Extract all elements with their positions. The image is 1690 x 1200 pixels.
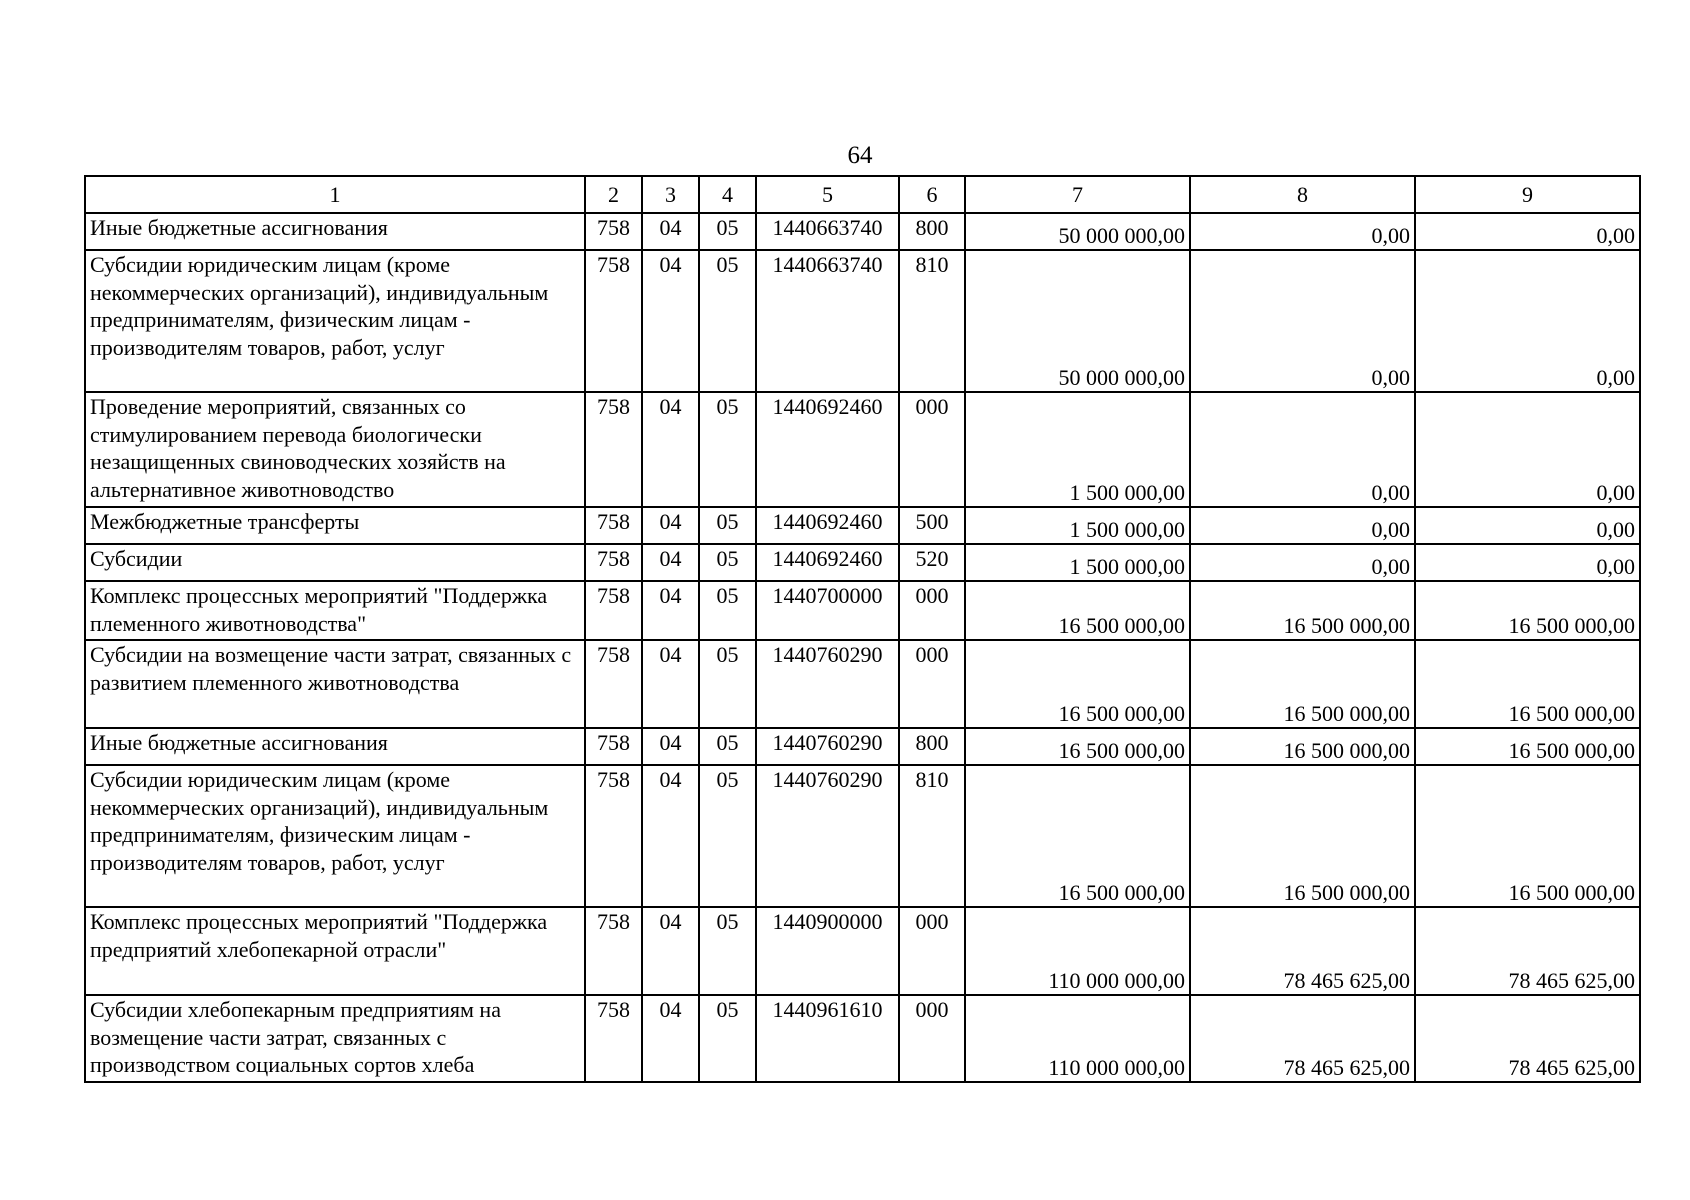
table-row	[85, 392, 1640, 507]
amount-cell: 78 465 625,00	[1190, 995, 1415, 1082]
amount-cell: 0,00	[1415, 392, 1640, 507]
row-name: Субсидии на возмещение части затрат, связанных с развитием племенного животноводства	[85, 640, 585, 728]
column-header: 4	[699, 176, 756, 213]
table-row	[85, 995, 1640, 1082]
amount-cell: 16 500 000,00	[1190, 728, 1415, 765]
code-cell: 05	[699, 995, 756, 1082]
code-cell: 800	[899, 213, 965, 250]
code-cell: 758	[585, 213, 642, 250]
amount-cell: 16 500 000,00	[1190, 581, 1415, 640]
amount-cell: 0,00	[1190, 507, 1415, 544]
amount-cell: 50 000 000,00	[965, 213, 1190, 250]
amount-cell: 16 500 000,00	[965, 581, 1190, 640]
table-row	[85, 640, 1640, 728]
table-row	[85, 728, 1640, 765]
code-cell: 1440692460	[756, 507, 899, 544]
row-name: Субсидии юридическим лицам (кроме некоммерческих организаций), индивидуальным предпринимателям, физическим лицам - производителям товаров, работ, услуг	[85, 765, 585, 907]
amount-cell: 16 500 000,00	[965, 765, 1190, 907]
column-header: 2	[585, 176, 642, 213]
code-cell: 000	[899, 581, 965, 640]
row-name: Субсидии юридическим лицам (кроме некоммерческих организаций), индивидуальным предпринимателям, физическим лицам - производителям товаров, работ, услуг	[85, 250, 585, 392]
column-header: 6	[899, 176, 965, 213]
code-cell: 758	[585, 250, 642, 392]
code-cell: 04	[642, 728, 699, 765]
code-cell: 05	[699, 581, 756, 640]
row-name: Иные бюджетные ассигнования	[85, 728, 585, 765]
code-cell: 05	[699, 907, 756, 995]
code-cell: 000	[899, 392, 965, 507]
code-cell: 810	[899, 765, 965, 907]
amount-cell: 0,00	[1415, 507, 1640, 544]
code-cell: 05	[699, 544, 756, 581]
code-cell: 758	[585, 581, 642, 640]
code-cell: 04	[642, 765, 699, 907]
code-cell: 758	[585, 728, 642, 765]
code-cell: 1440700000	[756, 581, 899, 640]
page-number: 64	[847, 142, 873, 169]
table-row	[85, 581, 1640, 640]
code-cell: 04	[642, 250, 699, 392]
code-cell: 1440961610	[756, 995, 899, 1082]
amount-cell: 16 500 000,00	[1190, 765, 1415, 907]
amount-cell: 78 465 625,00	[1415, 995, 1640, 1082]
amount-cell: 16 500 000,00	[1415, 728, 1640, 765]
code-cell: 05	[699, 640, 756, 728]
code-cell: 1440760290	[756, 728, 899, 765]
column-header: 1	[85, 176, 585, 213]
code-cell: 1440663740	[756, 250, 899, 392]
code-cell: 04	[642, 640, 699, 728]
row-name: Межбюджетные трансферты	[85, 507, 585, 544]
code-cell: 758	[585, 392, 642, 507]
column-header: 5	[756, 176, 899, 213]
code-cell: 05	[699, 728, 756, 765]
amount-cell: 110 000 000,00	[965, 995, 1190, 1082]
table-row	[85, 765, 1640, 907]
amount-cell: 0,00	[1415, 213, 1640, 250]
amount-cell: 50 000 000,00	[965, 250, 1190, 392]
amount-cell: 78 465 625,00	[1415, 907, 1640, 995]
code-cell: 758	[585, 907, 642, 995]
amount-cell: 1 500 000,00	[965, 507, 1190, 544]
code-cell: 04	[642, 507, 699, 544]
code-cell: 810	[899, 250, 965, 392]
column-header: 3	[642, 176, 699, 213]
code-cell: 758	[585, 995, 642, 1082]
amount-cell: 0,00	[1415, 544, 1640, 581]
amount-cell: 0,00	[1190, 392, 1415, 507]
amount-cell: 16 500 000,00	[1190, 640, 1415, 728]
row-name: Субсидии	[85, 544, 585, 581]
table-row	[85, 507, 1640, 544]
code-cell: 758	[585, 507, 642, 544]
amount-cell: 1 500 000,00	[965, 544, 1190, 581]
code-cell: 000	[899, 640, 965, 728]
code-cell: 1440760290	[756, 765, 899, 907]
amount-cell: 0,00	[1190, 544, 1415, 581]
code-cell: 04	[642, 392, 699, 507]
code-cell: 758	[585, 765, 642, 907]
amount-cell: 16 500 000,00	[1415, 640, 1640, 728]
amount-cell: 78 465 625,00	[1190, 907, 1415, 995]
code-cell: 1440760290	[756, 640, 899, 728]
amount-cell: 16 500 000,00	[1415, 765, 1640, 907]
amount-cell: 0,00	[1190, 213, 1415, 250]
code-cell: 000	[899, 995, 965, 1082]
row-name: Комплекс процессных мероприятий "Поддержка племенного животноводства"	[85, 581, 585, 640]
code-cell: 04	[642, 213, 699, 250]
code-cell: 1440692460	[756, 544, 899, 581]
column-header: 9	[1415, 176, 1640, 213]
code-cell: 500	[899, 507, 965, 544]
table-header-row	[85, 176, 1640, 213]
code-cell: 758	[585, 640, 642, 728]
code-cell: 05	[699, 765, 756, 907]
amount-cell: 0,00	[1415, 250, 1640, 392]
code-cell: 05	[699, 250, 756, 392]
amount-cell: 1 500 000,00	[965, 392, 1190, 507]
code-cell: 05	[699, 392, 756, 507]
code-cell: 800	[899, 728, 965, 765]
table-row	[85, 250, 1640, 392]
code-cell: 1440663740	[756, 213, 899, 250]
table-row	[85, 544, 1640, 581]
amount-cell: 16 500 000,00	[1415, 581, 1640, 640]
code-cell: 04	[642, 544, 699, 581]
code-cell: 04	[642, 581, 699, 640]
code-cell: 04	[642, 995, 699, 1082]
code-cell: 05	[699, 213, 756, 250]
row-name: Комплекс процессных мероприятий "Поддержка предприятий хлебопекарной отрасли"	[85, 907, 585, 995]
amount-cell: 16 500 000,00	[965, 728, 1190, 765]
code-cell: 1440692460	[756, 392, 899, 507]
code-cell: 05	[699, 507, 756, 544]
row-name: Проведение мероприятий, связанных со стимулированием перевода биологически незащищенных свиноводческих хозяйств на альтернативное животноводство	[85, 392, 585, 507]
budget-table	[84, 175, 1641, 1083]
table-row	[85, 907, 1640, 995]
code-cell: 520	[899, 544, 965, 581]
code-cell: 000	[899, 907, 965, 995]
amount-cell: 110 000 000,00	[965, 907, 1190, 995]
amount-cell: 16 500 000,00	[965, 640, 1190, 728]
amount-cell: 0,00	[1190, 250, 1415, 392]
row-name: Иные бюджетные ассигнования	[85, 213, 585, 250]
table-row	[85, 213, 1640, 250]
column-header: 7	[965, 176, 1190, 213]
code-cell: 1440900000	[756, 907, 899, 995]
code-cell: 04	[642, 907, 699, 995]
row-name: Субсидии хлебопекарным предприятиям на возмещение части затрат, связанных с производством социальных сортов хлеба	[85, 995, 585, 1082]
code-cell: 758	[585, 544, 642, 581]
column-header: 8	[1190, 176, 1415, 213]
